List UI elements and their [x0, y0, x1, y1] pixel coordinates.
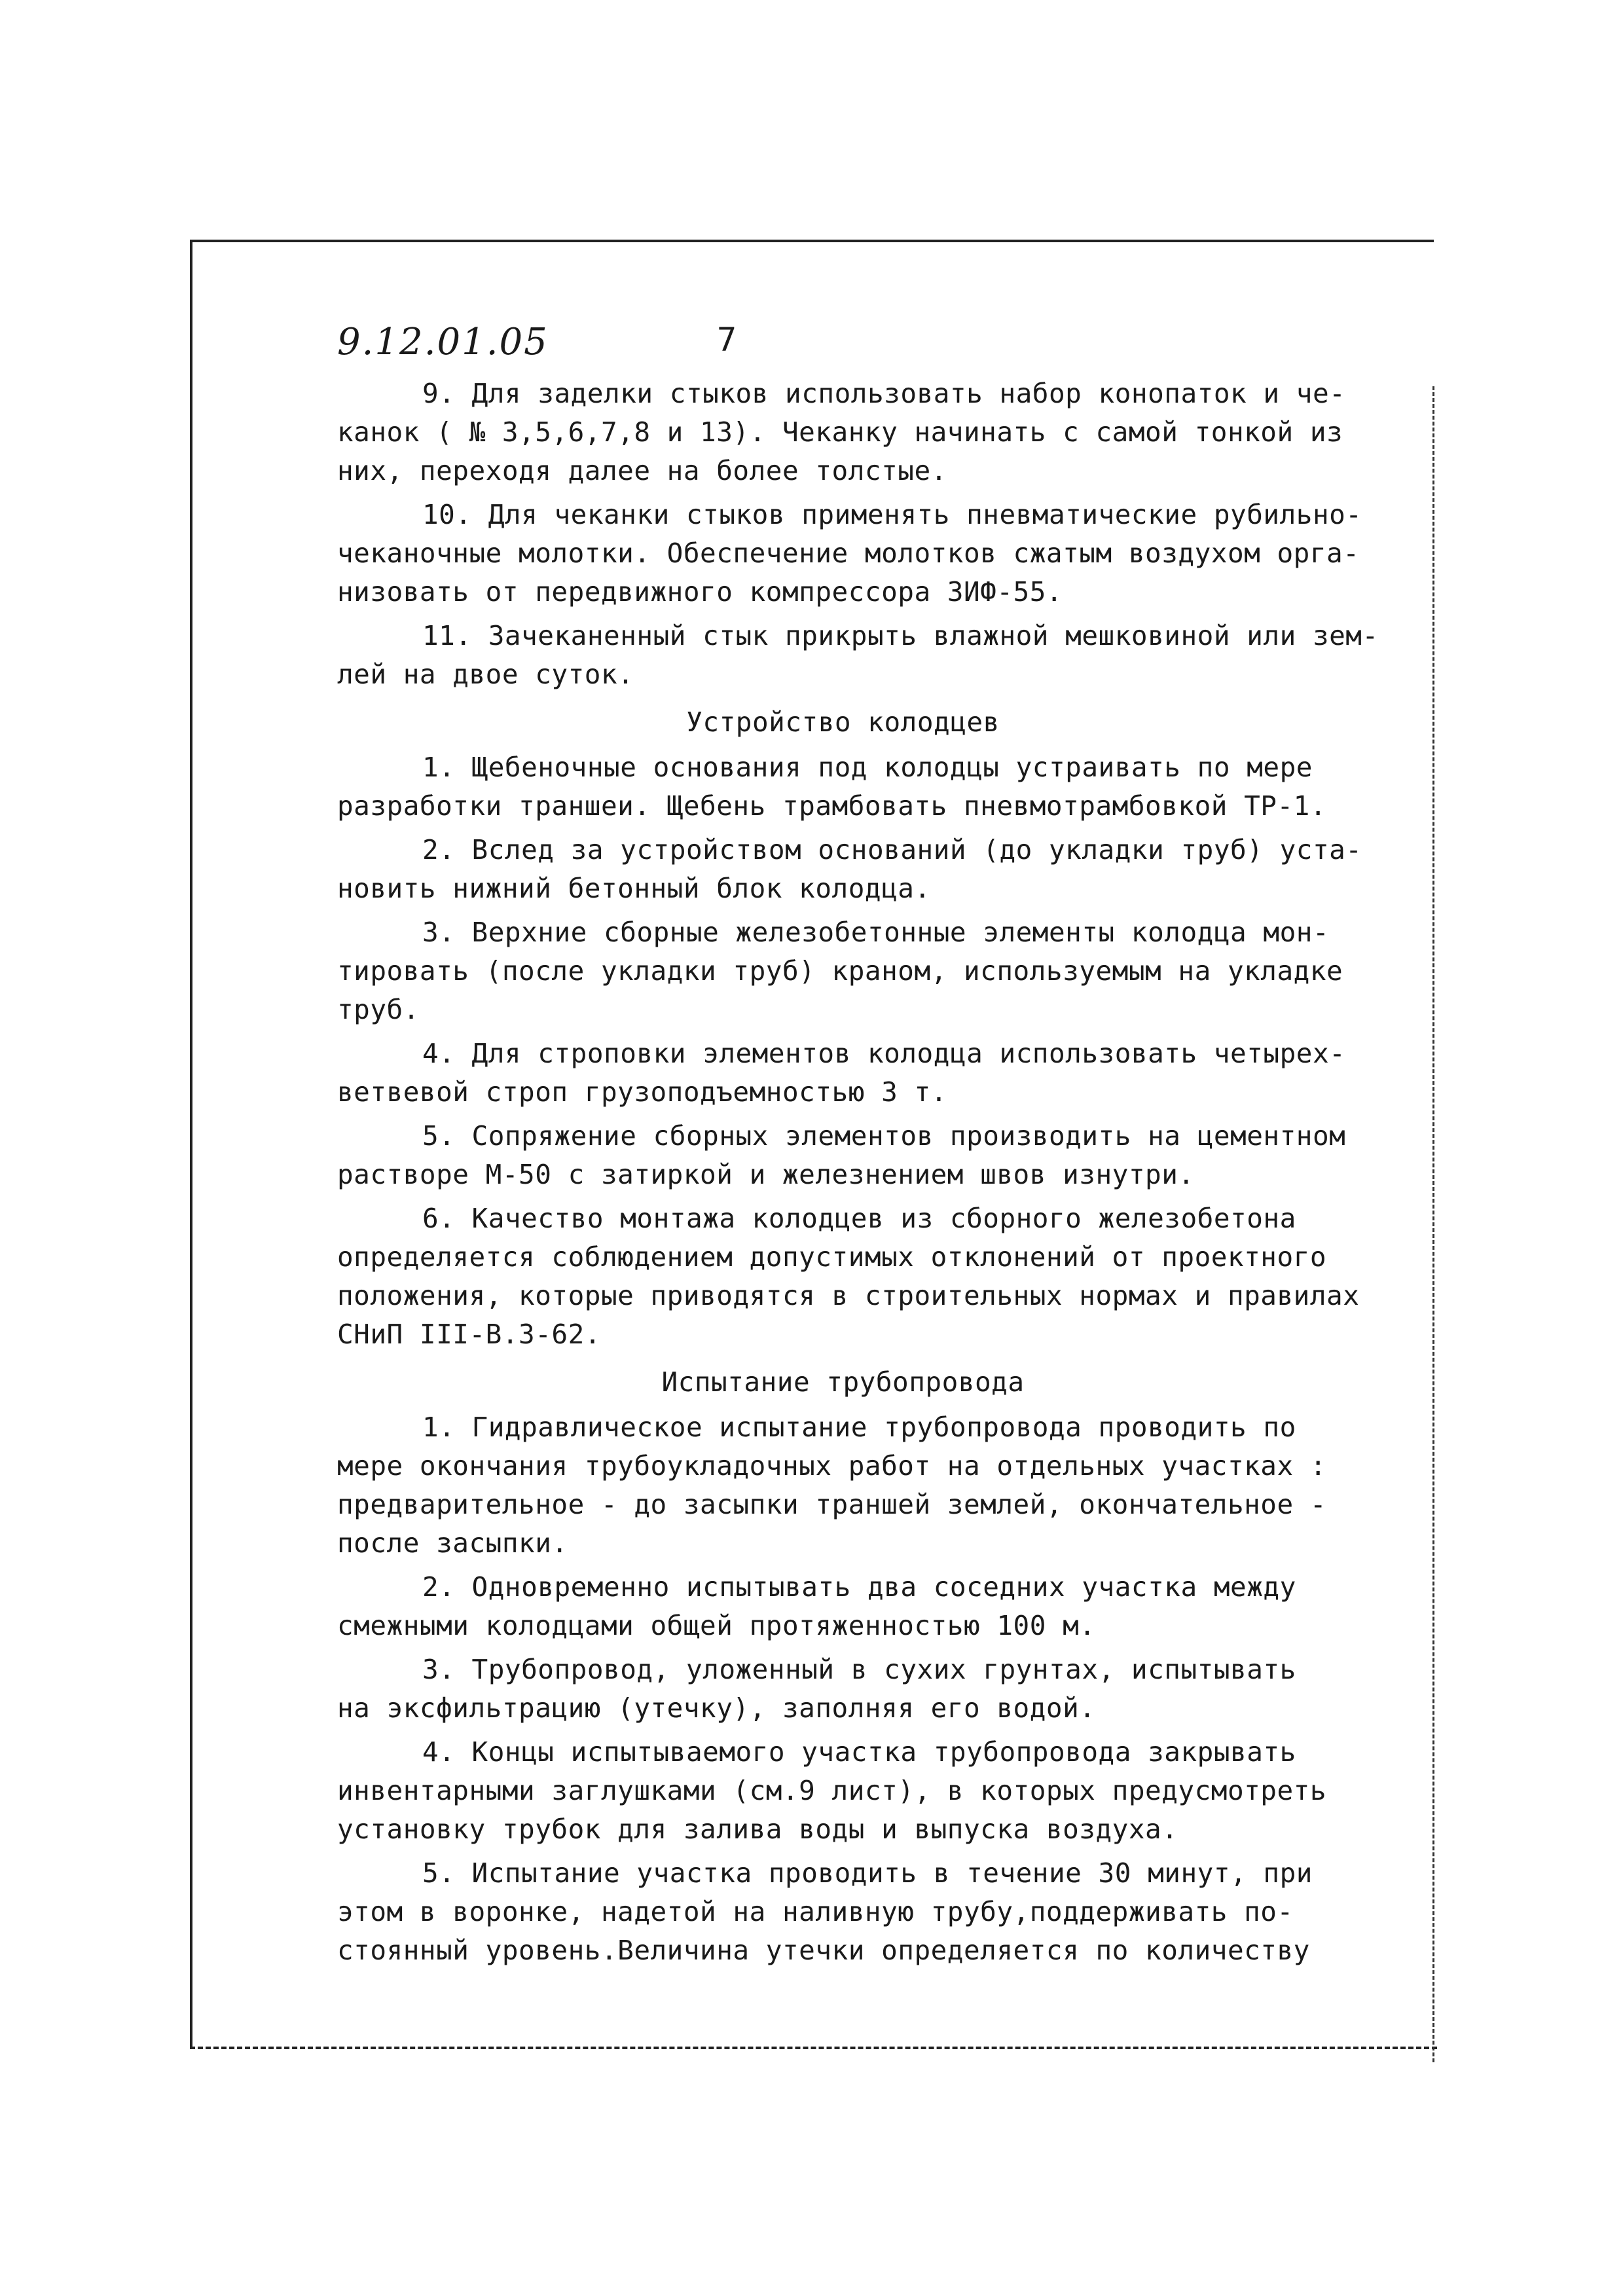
paragraph — [337, 831, 1362, 908]
paragraph-line: смежными колодцами общей протяженностью 100 м. — [337, 1610, 1096, 1641]
paragraph-line: после засыпки. — [337, 1527, 568, 1559]
page-number: 7 — [717, 321, 737, 359]
paragraph-line: 5. Испытание участка проводить в течение 30 минут, при — [422, 1857, 1313, 1889]
paragraph-line: СНиП III-В.3-62. — [337, 1319, 601, 1350]
paragraph — [337, 1733, 1349, 1849]
paragraph-line: инвентарными заглушками (см.9 лист), в которых предусмотреть — [337, 1775, 1327, 1806]
paragraph-line: лей на двое суток. — [337, 659, 634, 690]
frame-top-border — [190, 240, 1434, 242]
paragraph-line: 1. Гидравлическое испытание трубопровода проводить по — [422, 1412, 1296, 1443]
paragraph — [337, 1408, 1349, 1563]
document-code: 9.12.01.05 — [337, 321, 549, 363]
paragraph-line: этом в воронке, надетой на наливную трубу,поддерживать по- — [337, 1896, 1294, 1927]
paragraph-line: 3. Трубопровод, уложенный в сухих грунтах, испытывать — [422, 1654, 1296, 1685]
paragraph-line: низовать от передвижного компрессора ЗИФ-55. — [337, 576, 1063, 608]
section-joints — [337, 374, 1379, 694]
paragraph-line: чеканочные молотки. Обеспечение молотков сжатым воздухом орга- — [337, 538, 1360, 569]
paragraph — [337, 1854, 1349, 1970]
paragraph-line: установку трубок для залива воды и выпуска воздуха. — [337, 1813, 1178, 1845]
paragraph-line: 4. Для строповки элементов колодца использовать четырех- — [422, 1038, 1346, 1069]
paragraph-line: 9. Для заделки стыков использовать набор конопаток и че- — [422, 378, 1346, 409]
paragraph-line: стоянный уровень.Величина утечки определяется по количеству — [337, 1935, 1310, 1966]
paragraph-line: 2. Вслед за устройством оснований (до укладки труб) уста- — [422, 834, 1362, 866]
section-heading-wells: Устройство колодцев — [686, 706, 1000, 738]
paragraph — [337, 1034, 1349, 1112]
paragraph-line: положения, которые приводятся в строительных нормах и правилах — [337, 1280, 1360, 1311]
paragraph — [337, 1199, 1360, 1354]
paragraph-line: 6. Качество монтажа колодцев из сборного железобетона — [422, 1203, 1296, 1234]
paragraph — [337, 1117, 1349, 1194]
paragraph-line: растворе М-50 с затиркой и железнением швов изнутри. — [337, 1159, 1195, 1190]
paragraph-line: тировать (после укладки труб) краном, используемым на укладке — [337, 955, 1343, 987]
paragraph — [337, 913, 1349, 1029]
paragraph — [337, 617, 1379, 694]
paragraph-line: 5. Сопряжение сборных элементов производить на цементном — [422, 1120, 1346, 1152]
paragraph — [337, 748, 1349, 826]
paragraph-line: 4. Концы испытываемого участка трубопровода закрывать — [422, 1736, 1296, 1768]
document-body — [337, 374, 1379, 1975]
paragraph-line: 11. Зачеканенный стык прикрыть влажной мешковиной или зем- — [422, 620, 1379, 651]
paragraph-line: 1. Щебеночные основания под колодцы устраивать по мере — [422, 752, 1313, 783]
frame-bottom-border — [190, 2047, 1437, 2049]
paragraph-line: разработки траншеи. Щебень трамбовать пневмотрамбовкой ТР-1. — [337, 790, 1327, 822]
paragraph-line: 3. Верхние сборные железобетонные элементы колодца мон- — [422, 917, 1330, 948]
paragraph-line: предварительное - до засыпки траншей землей, окончательное - — [337, 1489, 1327, 1520]
paragraph-line: определяется соблюдением допустимых отклонений от проектного — [337, 1241, 1327, 1273]
paragraph-line: труб. — [337, 994, 420, 1025]
paragraph — [337, 1650, 1349, 1728]
paragraph-line: канок ( № 3,5,6,7,8 и 13). Чеканку начинать с самой тонкой из — [337, 416, 1343, 448]
paragraph-line: новить нижний бетонный блок колодца. — [337, 873, 931, 904]
paragraph-line: них, переходя далее на более толстые. — [337, 455, 947, 486]
section-pipeline-test — [337, 1408, 1349, 1970]
section-heading-pipeline-test: Испытание трубопровода — [661, 1366, 1025, 1398]
paragraph-line: 2. Одновременно испытывать два соседних участка между — [422, 1571, 1296, 1603]
paragraph — [337, 374, 1349, 490]
frame-left-border — [190, 240, 192, 2048]
section-wells — [337, 748, 1362, 1354]
frame-right-border — [1432, 386, 1434, 2062]
paragraph — [337, 1568, 1349, 1645]
paragraph — [337, 496, 1362, 611]
paragraph-line: 10. Для чеканки стыков применять пневматические рубильно- — [422, 499, 1362, 530]
paragraph-line: ветвевой строп грузоподъемностью 3 т. — [337, 1076, 947, 1108]
paragraph-line: мере окончания трубоукладочных работ на отдельных участках : — [337, 1450, 1327, 1482]
paragraph-line: на эксфильтрацию (утечку), заполняя его водой. — [337, 1692, 1096, 1724]
